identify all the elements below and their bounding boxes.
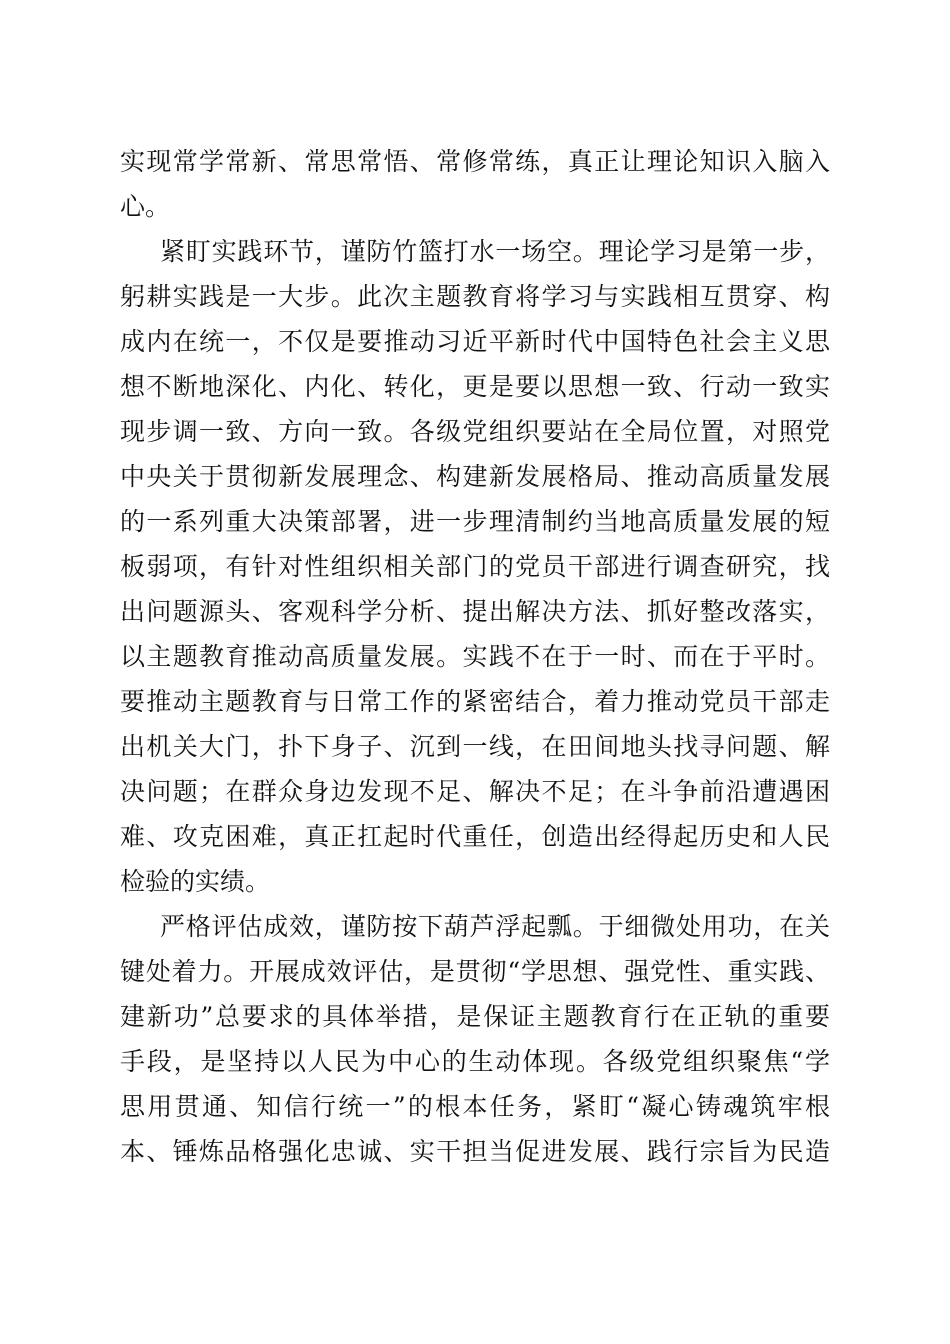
text-line: 的一系列重大决策部署，进一步理清制约当地高质量发展的短: [120, 507, 830, 536]
text-line: 成内在统一，不仅是要推动习近平新时代中国特色社会主义思: [120, 327, 830, 356]
text-line: 要推动主题教育与日常工作的紧密结合，着力推动党员干部走: [120, 687, 830, 716]
text-line: 本、锤炼品格强化忠诚、实干担当促进发展、践行宗旨为民造: [120, 1137, 830, 1166]
text-line: 建新功”总要求的具体举措，是保证主题教育行在正轨的重要: [120, 1002, 830, 1031]
paragraph-first-line: 紧盯实践环节，谨防竹篮打水一场空。理论学习是第一步，: [160, 237, 830, 266]
text-line: 出问题源头、客观科学分析、提出解决方法、抓好整改落实，: [120, 597, 830, 626]
text-line: 板弱项，有针对性组织相关部门的党员干部进行调查研究，找: [120, 552, 830, 581]
text-line: 躬耕实践是一大步。此次主题教育将学习与实践相互贯穿、构: [120, 282, 830, 311]
paragraph-first-line: 严格评估成效，谨防按下葫芦浮起瓢。于细微处用功，在关: [160, 912, 830, 941]
text-line: 键处着力。开展成效评估，是贯彻“学思想、强党性、重实践、: [120, 957, 830, 986]
text-line: 现步调一致、方向一致。各级党组织要站在全局位置，对照党: [120, 417, 830, 446]
text-line: 心。: [120, 192, 171, 221]
text-line: 实现常学常新、常思常悟、常修常练，真正让理论知识入脑入: [120, 147, 830, 176]
text-line: 中央关于贯彻新发展理念、构建新发展格局、推动高质量发展: [120, 462, 830, 491]
text-line: 难、攻克困难，真正扛起时代重任，创造出经得起历史和人民: [120, 822, 830, 851]
text-line: 以主题教育推动高质量发展。实践不在于一时、而在于平时。: [120, 642, 830, 671]
text-line: 检验的实绩。: [120, 867, 271, 896]
text-line: 出机关大门，扑下身子、沉到一线，在田间地头找寻问题、解: [120, 732, 830, 761]
text-line: 想不断地深化、内化、转化，更是要以思想一致、行动一致实: [120, 372, 830, 401]
text-line: 手段，是坚持以人民为中心的生动体现。各级党组织聚焦“学: [120, 1047, 830, 1076]
text-line: 决问题；在群众身边发现不足、解决不足；在斗争前沿遭遇困: [120, 777, 830, 806]
text-line: 思用贯通、知信行统一”的根本任务，紧盯“凝心铸魂筑牢根: [120, 1092, 830, 1121]
document-body: [120, 139, 830, 1174]
